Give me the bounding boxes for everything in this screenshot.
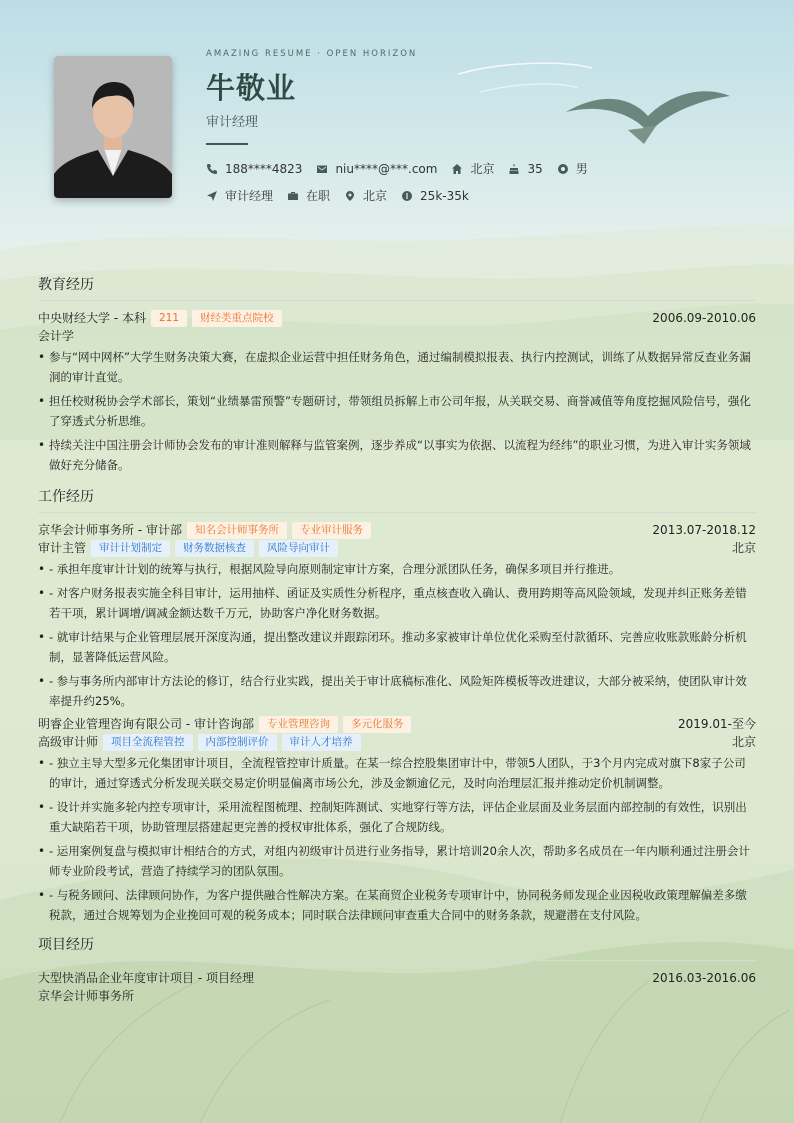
school-tag: 211: [151, 310, 187, 327]
job-header: [38, 715, 756, 733]
list-item: • - 与税务顾问、法律顾问协作，为客户提供融合性解决方案。在某商贸企业税务专项审计中，协同税务师发现企业因税收政策理解偏差多缴税款，通过合规筹划为企业挽回可观的税务成本；同时联合法律顾问审查重大合同中的财务条款，规避潜在支付风险。: [38, 885, 756, 925]
mail-icon: [316, 163, 328, 175]
company-name: 京华会计师事务所 - 审计部: [38, 523, 182, 537]
job-position-row: [38, 539, 756, 557]
status-item: [287, 187, 330, 204]
age-item: [508, 162, 542, 176]
location-pin-icon: [344, 190, 356, 202]
header-divider: [206, 143, 248, 145]
education-header: [38, 309, 756, 327]
intent-city-item: [344, 187, 387, 204]
list-item: • 参与“网中网杯”大学生财务决策大赛，在虚拟企业运营中担任财务角色，通过编制模拟报表、执行内控测试，训练了从数据异常反查业务漏洞的审计直觉。: [38, 347, 756, 387]
skill-tag: 风险导向审计: [259, 540, 338, 557]
school-tag: 财经类重点院校: [192, 310, 282, 327]
gender-icon: [557, 163, 569, 175]
project-section: [38, 934, 756, 1005]
education-section: [38, 274, 756, 479]
email-text: niu****@***.com: [335, 161, 438, 176]
section-title: 教育经历: [38, 274, 756, 301]
job-position-row: [38, 733, 756, 751]
list-item: • 持续关注中国注册会计师协会发布的审计准则解释与监管案例，逐步养成“以事实为依据、以流程为经纬”的职业习惯，为进入审计实务领域做好充分储备。: [38, 435, 756, 475]
job-bullets: [38, 753, 756, 925]
job-city: 北京: [731, 541, 756, 555]
candidate-role: 审计经理: [206, 115, 259, 130]
project-org: 京华会计师事务所: [38, 989, 135, 1003]
gender-item: [557, 160, 588, 177]
list-item: • - 参与事务所内部审计方法论的修订，结合行业实践，提出关于审计底稿标准化、风险矩阵模板等改进建议，大部分被采纳，使团队审计效率提升约25%。: [38, 671, 756, 711]
section-title: 项目经历: [38, 934, 756, 961]
project-header: [38, 969, 756, 987]
project-name: 大型快消品企业年度审计项目 - 项目经理: [38, 971, 254, 985]
briefcase-icon: [287, 190, 299, 202]
list-item: • - 独立主导大型多元化集团审计项目，全流程管控审计质量。在某一综合控股集团审计中，带领5人团队，于3个月内完成对旗下8家子公司的审计，通过穿透式分析发现关联交易定价明显偏离市场公允，涉及金额逾亿元，及时向治理层汇报并推动定价机制调整。: [38, 753, 756, 793]
resume-tagline: AMAZING RESUME · OPEN HORIZON: [206, 49, 418, 59]
education-date: 2006.09-2010.06: [652, 311, 756, 325]
company-tag: 知名会计师事务所: [187, 522, 287, 539]
phone-item: [206, 162, 302, 176]
skill-tag: 审计计划制定: [91, 540, 170, 557]
home-icon: [451, 163, 463, 175]
age-text: 35: [527, 161, 543, 176]
list-item: • - 就审计结果与企业管理层展开深度沟通，提出整改建议并跟踪闭环。推动多家被审计单位优化采购至付款循环、完善应收账款账龄分析机制，显著降低运营风险。: [38, 627, 756, 667]
email-item: [316, 162, 437, 176]
list-item: • - 承担年度审计计划的统筹与执行，根据风险导向原则制定审计方案，合理分派团队任务，确保多项目并行推进。: [38, 559, 756, 579]
skill-tag: 财务数据核查: [175, 540, 254, 557]
status-text: 在职: [306, 189, 331, 203]
list-item: • 担任校财税协会学术部长，策划“业绩暴雷预警”专题研讨，带领组员拆解上市公司年报，从关联交易、商誉减值等角度挖掘风险信号，强化了穿透式分析思维。: [38, 391, 756, 431]
phone-icon: [206, 163, 218, 175]
project-org-row: [38, 987, 756, 1005]
intent-city-text: 北京: [363, 189, 388, 203]
company-tag: 多元化服务: [343, 716, 412, 733]
salary-text: 25k-35k: [420, 188, 469, 203]
skill-tag: 审计人才培养: [282, 734, 361, 751]
gender-text: 男: [575, 162, 588, 176]
job-bullets: [38, 559, 756, 711]
list-item: • - 设计并实施多轮内控专项审计，采用流程图梳理、控制矩阵测试、实地穿行等方法，评估企业层面及业务层面内部控制的有效性，识别出重大缺陷若干项，协助管理层搭建起更完善的授权审批体系，强化了合规防线。: [38, 797, 756, 837]
school-name: 中央财经大学 - 本科: [38, 311, 146, 325]
home-item: [451, 160, 494, 177]
education-bullets: [38, 347, 756, 475]
phone-text: 188****4823: [225, 161, 303, 176]
section-title: 工作经历: [38, 486, 756, 513]
intent-position-text: 审计经理: [225, 189, 274, 203]
home-text: 北京: [470, 162, 495, 176]
list-item: • - 对客户财务报表实施全科目审计，运用抽样、函证及实质性分析程序，重点核查收入确认、费用跨期等高风险领域，发现并纠正账务差错若干项，累计调增/调减金额达数千万元，协助客户净化财务数据。: [38, 583, 756, 623]
job-city: 北京: [731, 735, 756, 749]
send-icon: [206, 190, 218, 202]
skill-tag: 项目全流程管控: [103, 734, 193, 751]
job-intent-row: [206, 187, 483, 204]
cake-icon: [508, 163, 520, 175]
job-date: 2013.07-2018.12: [652, 523, 756, 537]
intent-position-item: [206, 187, 273, 204]
list-item: • - 运用案例复盘与模拟审计相结合的方式，对组内初级审计员进行业务指导，累计培训20余人次，帮助多名成员在一年内顺利通过注册会计师专业阶段考试，营造了持续学习的团队氛围。: [38, 841, 756, 881]
contact-info-row: [206, 160, 602, 177]
avatar-photo: [54, 56, 172, 198]
job-header: [38, 521, 756, 539]
candidate-name: 牛敬业: [206, 71, 297, 105]
work-section: [38, 486, 756, 929]
education-major-row: [38, 327, 756, 345]
project-date: 2016.03-2016.06: [652, 971, 756, 985]
money-icon: [401, 190, 413, 202]
skill-tag: 内部控制评价: [198, 734, 277, 751]
job-position: 高级审计师: [38, 735, 99, 749]
company-tag: 专业审计服务: [292, 522, 371, 539]
education-major: 会计学: [38, 329, 75, 343]
company-name: 明睿企业管理咨询有限公司 - 审计咨询部: [38, 717, 254, 731]
company-tag: 专业管理咨询: [259, 716, 338, 733]
salary-item: [401, 189, 469, 203]
job-date: 2019.01-至今: [678, 717, 756, 731]
job-position: 审计主管: [38, 541, 87, 555]
